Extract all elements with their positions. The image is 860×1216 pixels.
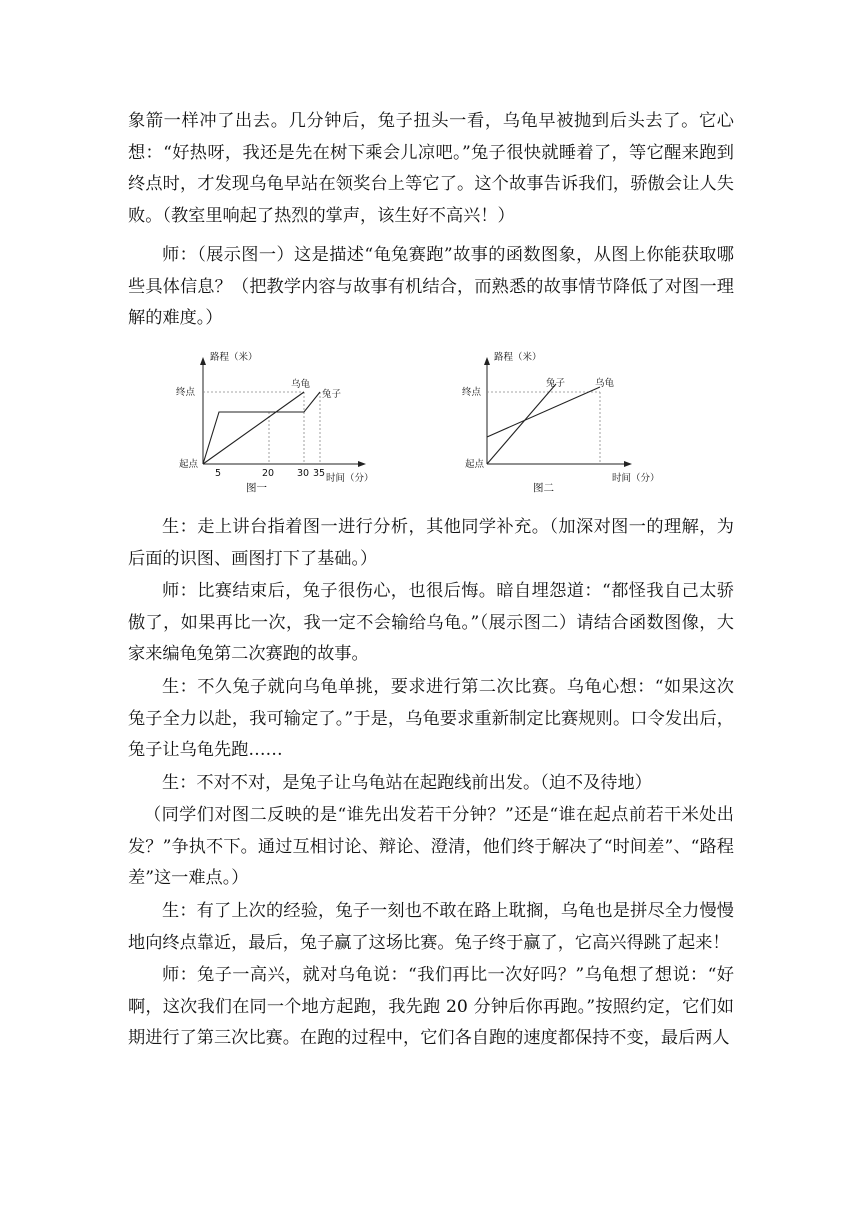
paragraph-teacher-third-race: 师：兔子一高兴，就对乌龟说：“我们再比一次好吗？”乌龟想了想说：“好啊，这次我们在同一个地方起跑，我先跑 20 分钟后你再跑。”按照约定，它们如期进行了第三次比赛。在跑的过程中，它们各自跑的速度都保持不变，最后两人: [128, 965, 734, 1049]
figure-1-chart: [176, 350, 386, 500]
paragraph-class-discussion: （同学们对图二反映的是“谁先出发若干分钟？”还是“谁在起点前若干米处出发？”争执不下。通过互相讨论、辩论、澄清，他们终于解决了“时间差”、“路程差”这一难点。）: [128, 805, 734, 889]
fig2-x-axis-label: 时间（分）: [612, 473, 660, 484]
fig1-x-tick-5: 5: [215, 468, 222, 479]
paragraph-student-analysis: 生：走上讲台指着图一进行分析，其他同学补充。（加深对图一的理解，为后面的识图、画图打下了基础。）: [128, 517, 734, 569]
fig1-x-tick-20: 20: [262, 468, 275, 479]
fig2-x-arrow: [624, 461, 632, 467]
figure-2-chart: [462, 350, 672, 500]
fig1-caption: 图一: [246, 482, 267, 494]
paragraph-student-correction: 生：不对不对，是兔子让乌龟站在起跑线前出发。（迫不及待地）: [162, 773, 652, 793]
fig1-y-axis-label: 路程（米）: [210, 352, 258, 363]
fig1-series-label-tortoise: 乌龟: [291, 379, 311, 390]
figure-1: [176, 350, 386, 500]
fig1-x-tick-30: 30: [297, 468, 310, 479]
fig1-series-tortoise: [203, 392, 304, 464]
fig1-finish-label: 终点: [176, 387, 196, 398]
fig1-series-rabbit: [203, 392, 320, 464]
fig1-x-axis-label: 时间（分）: [326, 473, 374, 484]
fig2-series-rabbit: [487, 384, 556, 464]
paragraph-student-story: 生：不久兔子就向乌龟单挑，要求进行第二次比赛。乌龟心想：“如果这次兔子全力以赴，我可输定了。”于是，乌龟要求重新制定比赛规则。口令发出后，兔子让乌龟先跑……: [128, 677, 734, 761]
fig2-series-tortoise: [487, 387, 600, 437]
figure-2: [462, 350, 672, 500]
fig1-y-arrow: [200, 357, 206, 365]
paragraph-student-win: 生：有了上次的经验，兔子一刻也不敢在路上耽搁，乌龟也是拼尽全力慢慢地向终点靠近，最后，兔子赢了这场比赛。兔子终于赢了，它高兴得跳了起来！: [128, 901, 734, 953]
fig2-origin-label: 起点: [465, 459, 485, 470]
fig2-finish-label: 终点: [462, 387, 482, 398]
fig2-series-label-tortoise: 乌龟: [595, 378, 615, 389]
paragraph-teacher-figure2: 师：比赛结束后，兔子很伤心，也很后悔。暗自埋怨道：“都怪我自己太骄傲了，如果再比一次，我一定不会输给乌龟。”（展示图二）请结合函数图像，大家来编龟兔第二次赛跑的故事。: [128, 581, 734, 665]
fig2-y-axis-label: 路程（米）: [494, 352, 542, 363]
fig2-y-arrow: [484, 357, 490, 365]
fig1-x-tick-35: 35: [313, 468, 326, 479]
fig1-series-label-rabbit: 兔子: [322, 389, 342, 400]
fig1-x-arrow: [358, 461, 366, 467]
paragraph-story-ending: 象箭一样冲了出去。几分钟后，兔子扭头一看，乌龟早被抛到后头去了。它心想：“好热呀，我还是先在树下乘会儿凉吧。”兔子很快就睡着了，等它醒来跑到终点时，才发现乌龟早站在领奖台上等它了。这个故事告诉我们，骄傲会让人失败。（教室里响起了热烈的掌声，该生好不高兴！）: [128, 111, 734, 226]
fig2-caption: 图二: [533, 482, 554, 494]
fig1-origin-label: 起点: [179, 459, 199, 470]
fig2-series-label-rabbit: 兔子: [546, 378, 566, 389]
paragraph-teacher-figure1: 师：（展示图一）这是描述“龟兔赛跑”故事的函数图象，从图上你能获取哪些具体信息？（把教学内容与故事有机结合，而熟悉的故事情节降低了对图一理解的难度。）: [128, 245, 734, 329]
